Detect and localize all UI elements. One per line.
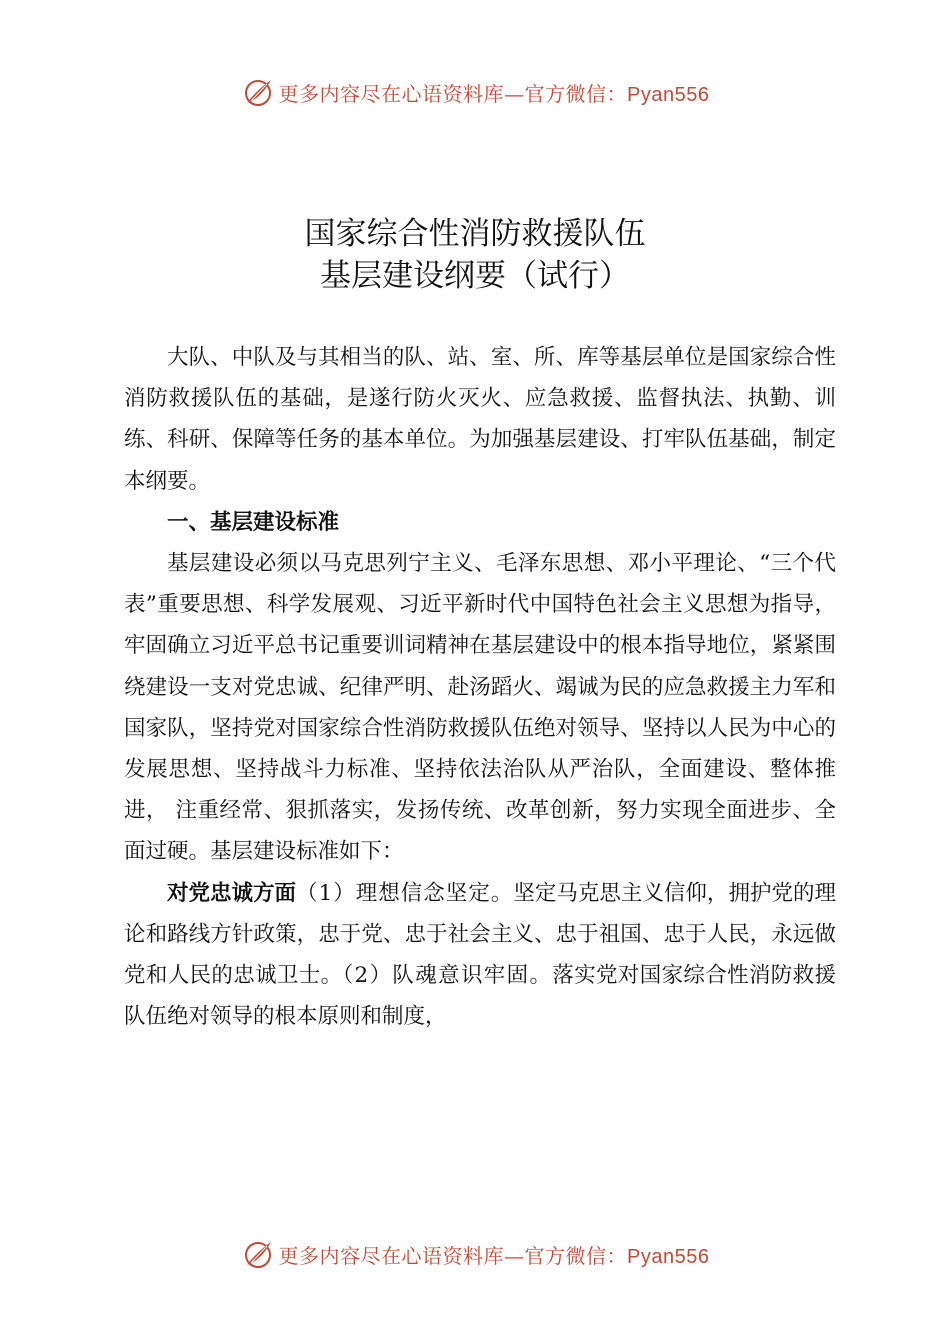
- loyalty-item2-text: 落实党对国家综合性消防救援队伍绝对领导的根本原则和制度，: [124, 963, 836, 1030]
- watermark-text-bottom: [279, 1240, 710, 1269]
- document-title-line-2: 基层建设纲要（试行）: [320, 258, 630, 294]
- red-feather-logo-icon: [241, 1237, 275, 1271]
- section-heading: 一、基层建设标准: [167, 509, 340, 535]
- watermark-wechat-id-bottom: Pyan556: [627, 1245, 710, 1268]
- section-paragraph: 基层建设必须以马克思列宁主义、毛泽东思想、邓小平理论、“三个代表”重要思想、科学发展观、习近平新时代中国特色社会主义思想为指导，牢固确立习近平总书记重要训词精神在基层建设中的根本指导地位，紧紧围绕建设一支对党忠诚、纪律严明、赴汤蹈火、竭诚为民的应急救援主力军和国家队，坚持党对国家综合性消防救援队伍绝对领导、坚持以人民为中心的发展思想、坚持战斗力标准、坚持依法治队从严治队，全面建设、整体推进， 注重经常、狠抓落实，发扬传统、改革创新，努力实现全面进步、全面过硬。基层建设标准如下：: [124, 551, 836, 865]
- watermark-label: 更多内容尽在心语资料库—官方微信：: [278, 81, 628, 106]
- watermark-wechat-id: Pyan556: [627, 83, 710, 106]
- watermark-label-bottom: 更多内容尽在心语资料库—官方微信：: [278, 1243, 628, 1268]
- document-title-line-1: 国家综合性消防救援队伍: [304, 216, 646, 252]
- red-feather-logo-icon: [241, 75, 275, 109]
- watermark-text: [279, 78, 710, 107]
- loyalty-item1-label: （1）理想信念坚定。: [296, 880, 514, 906]
- loyalty-paragraph: [124, 873, 836, 1038]
- intro-paragraph: 大队、中队及与其相当的队、站、室、所、库等基层单位是国家综合性消防救援队伍的基础，是遂行防火灭火、应急救援、监督执法、执勤、训练、科研、保障等任务的基本单位。为加强基层建设、打牢队伍基础，制定本纲要。: [124, 345, 836, 494]
- loyalty-item1-text: 坚定马克思主义信仰，拥护党的理论和路线方针政策，忠于党、忠于社会主义、忠于祖国、忠于人民，永远做党和人民的忠诚卫士。: [124, 880, 836, 989]
- top-watermark-banner: [0, 74, 950, 110]
- bottom-watermark-banner: [0, 1236, 950, 1272]
- loyalty-lead: 对党忠诚方面: [167, 880, 297, 906]
- document-body: [124, 337, 836, 1037]
- loyalty-item2-label: （2）队魂意识牢固。: [342, 963, 553, 989]
